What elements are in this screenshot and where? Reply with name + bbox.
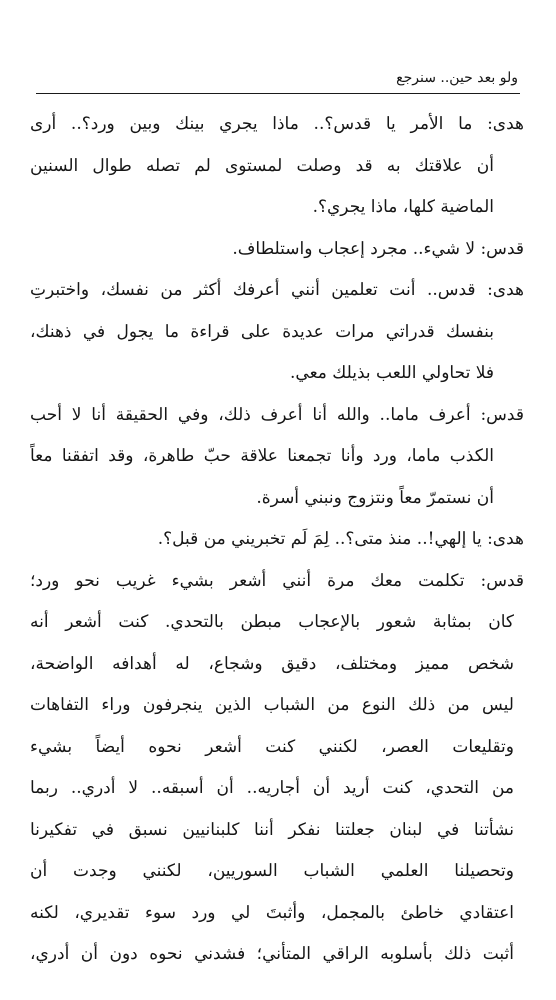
text-line: قدس: تكلمت معك مرة أنني أشعر بشيء غريب نحو ورد؛ [30,570,524,591]
text-line: نشأتنا في لبنان جعلتنا نفكر أننا كلبنانيين نسبق في تفكيرنا [30,819,514,840]
text-line: ليس من ذلك النوع من الشباب الذين ينجرفون وراء التفاهات [30,695,514,715]
header-rule [36,93,520,94]
text-line: قدس: لا شيء.. مجرد إعجاب واستلطاف. [232,238,524,259]
text-line: اعتقادي خاطئ بالمجمل، وأثبتَ لي ورد سوء تقديري، لكنه [30,902,514,923]
text-line: بنفسك قدراتي مرات عديدة على قراءة ما يجول في ذهنك، [30,321,494,342]
text-line: هدى: قدس.. أنت تعلمين أنني أعرفك أكثر من نفسك، واختبرتِ [30,280,524,300]
text-line: أن علاقتك به قد وصلت لمستوى لم تصله طوال السنين [30,155,494,176]
text-line: من التحدي، كنت أريد أن أجاريه.. أن أسبقه.. لا أدري.. ربما [30,778,514,798]
text-line: هدى: يا إلهي!.. منذ متى؟.. لِمَ لَم تخبريني من قبل؟. [157,529,524,549]
text-line: وتقليعات العصر، لكنني كنت أشعر نحوه أيضاً بشيء [30,736,514,757]
text-line: أثبت ذلك بأسلوبه الراقي المتأني؛ فشدني نحوه دون أن أدري، [30,944,514,964]
text-line: الماضية كلها، ماذا يجري؟. [312,197,494,217]
text-line: فلا تحاولي اللعب بذيلك معي. [290,363,494,383]
running-header: ولو بعد حين.. سنرجع [396,70,518,86]
text-line: كان بمثابة شعور بالإعجاب مبطن بالتحدي. كنت أشعر أنه [30,612,514,632]
text-line: الكذب ماما، ورد وأنا تجمعنا علاقة حبّ طاهرة، وقد اتفقنا معاً [30,446,494,466]
text-line: شخص مميز ومختلف، دقيق وشجاع، له أهدافه الواضحة، [30,653,514,674]
text-line: قدس: أعرف ماما.. والله أنا أعرف ذلك، وفي الحقيقة أنا لا أحب [30,404,524,425]
body-text [30,104,524,976]
text-line: أن نستمرّ معاً ونتزوج ونبني أسرة. [256,487,494,508]
text-line: هدى: ما الأمر يا قدس؟.. ماذا يجري بينك وبين ورد؟.. أرى [30,114,524,134]
text-line: وتحصيلنا العلمي الشباب السوريين، لكنني وجدت أن [30,861,514,881]
